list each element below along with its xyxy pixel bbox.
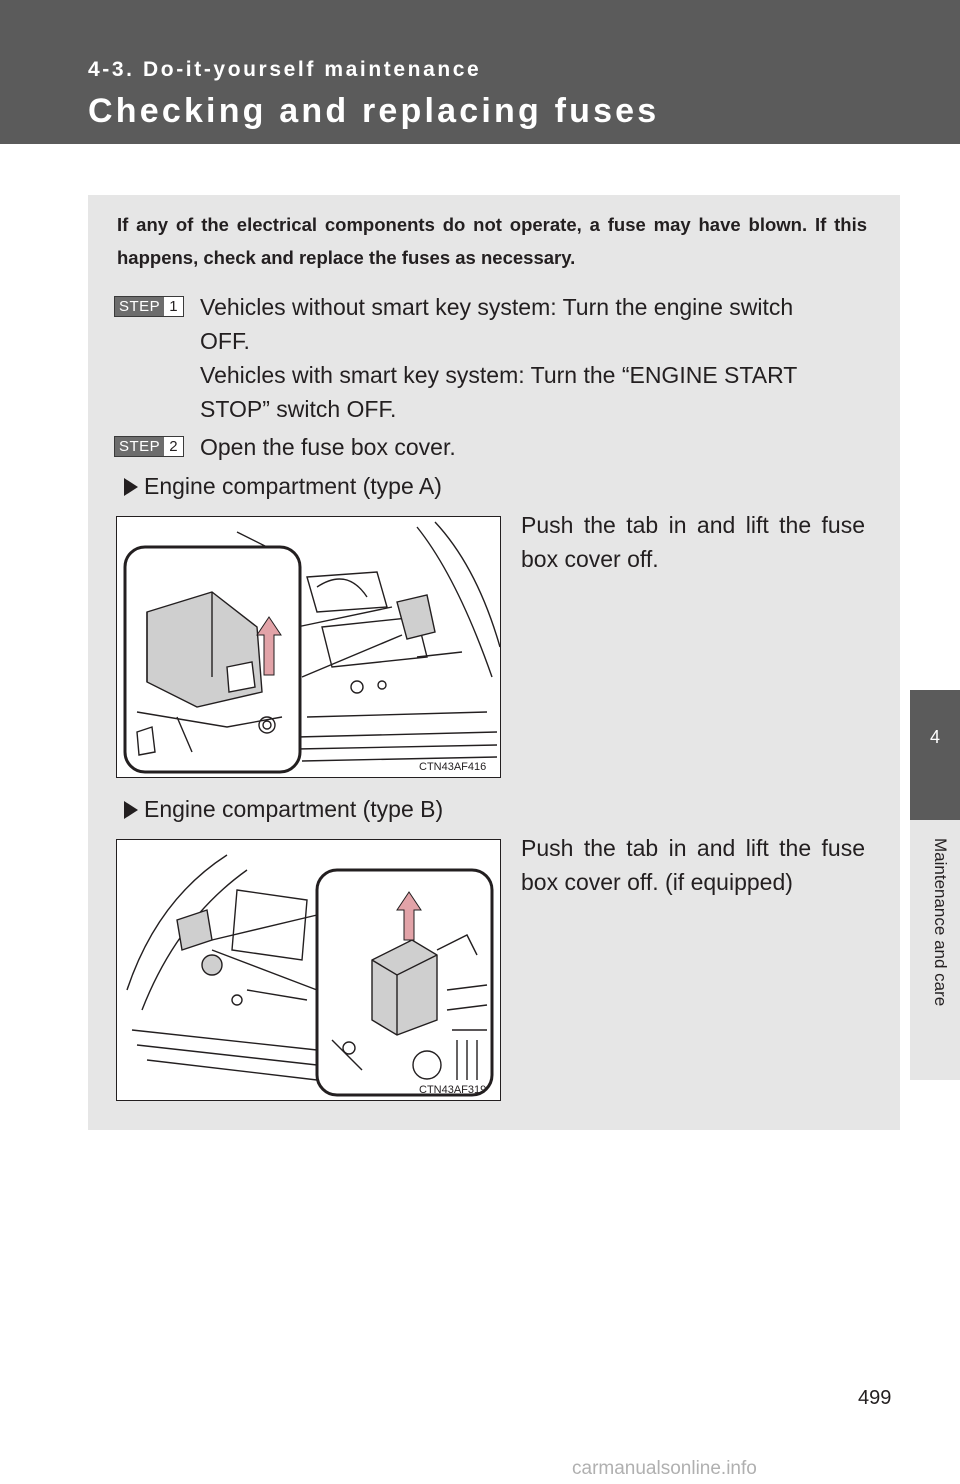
step-number: 1 bbox=[169, 298, 178, 315]
section-label: 4-3. Do-it-yourself maintenance bbox=[88, 58, 482, 81]
step-word: STEP bbox=[115, 437, 164, 456]
step-1-line-1: Vehicles without smart key system: Turn the engine switch bbox=[200, 294, 794, 320]
item-a-heading: Engine compartment (type A) bbox=[144, 473, 442, 499]
chapter-tab-label: Maintenance and care bbox=[931, 838, 950, 1007]
figure-code: CTN43AF319 bbox=[419, 1084, 487, 1096]
item-a-caption: Push the tab in and lift the fuse box cover off. bbox=[521, 512, 865, 572]
engine-compartment-b-illustration bbox=[117, 840, 500, 1100]
step-1-line-4: STOP” switch OFF. bbox=[200, 396, 397, 422]
step-1-badge bbox=[114, 296, 184, 317]
figure-engine-compartment-b bbox=[116, 839, 501, 1101]
page-number: 499 bbox=[858, 1387, 892, 1409]
engine-compartment-a-illustration bbox=[117, 517, 500, 777]
step-1-line-2: OFF. bbox=[200, 328, 250, 354]
step-number: 2 bbox=[169, 438, 178, 455]
page-title: Checking and replacing fuses bbox=[88, 92, 660, 130]
figure-engine-compartment-a bbox=[116, 516, 501, 778]
step-2-badge bbox=[114, 436, 184, 457]
watermark: carmanualsonline.info bbox=[572, 1458, 757, 1479]
step-word: STEP bbox=[115, 297, 164, 316]
item-b-caption: Push the tab in and lift the fuse box cover off. (if equipped) bbox=[521, 835, 865, 895]
intro-paragraph: If any of the electrical components do not operate, a fuse may have blown. If this happens, check and replace the fuses as necessary. bbox=[117, 214, 867, 268]
step-1-line-3: Vehicles with smart key system: Turn the “ENGINE START bbox=[200, 362, 798, 388]
step-2-line-1: Open the fuse box cover. bbox=[200, 434, 456, 460]
figure-code: CTN43AF416 bbox=[419, 761, 487, 773]
item-b-heading: Engine compartment (type B) bbox=[144, 796, 444, 822]
chapter-tab-number[interactable]: 4 bbox=[910, 690, 960, 820]
bullet-arrow-icon bbox=[124, 801, 138, 819]
bullet-arrow-icon bbox=[124, 478, 138, 496]
